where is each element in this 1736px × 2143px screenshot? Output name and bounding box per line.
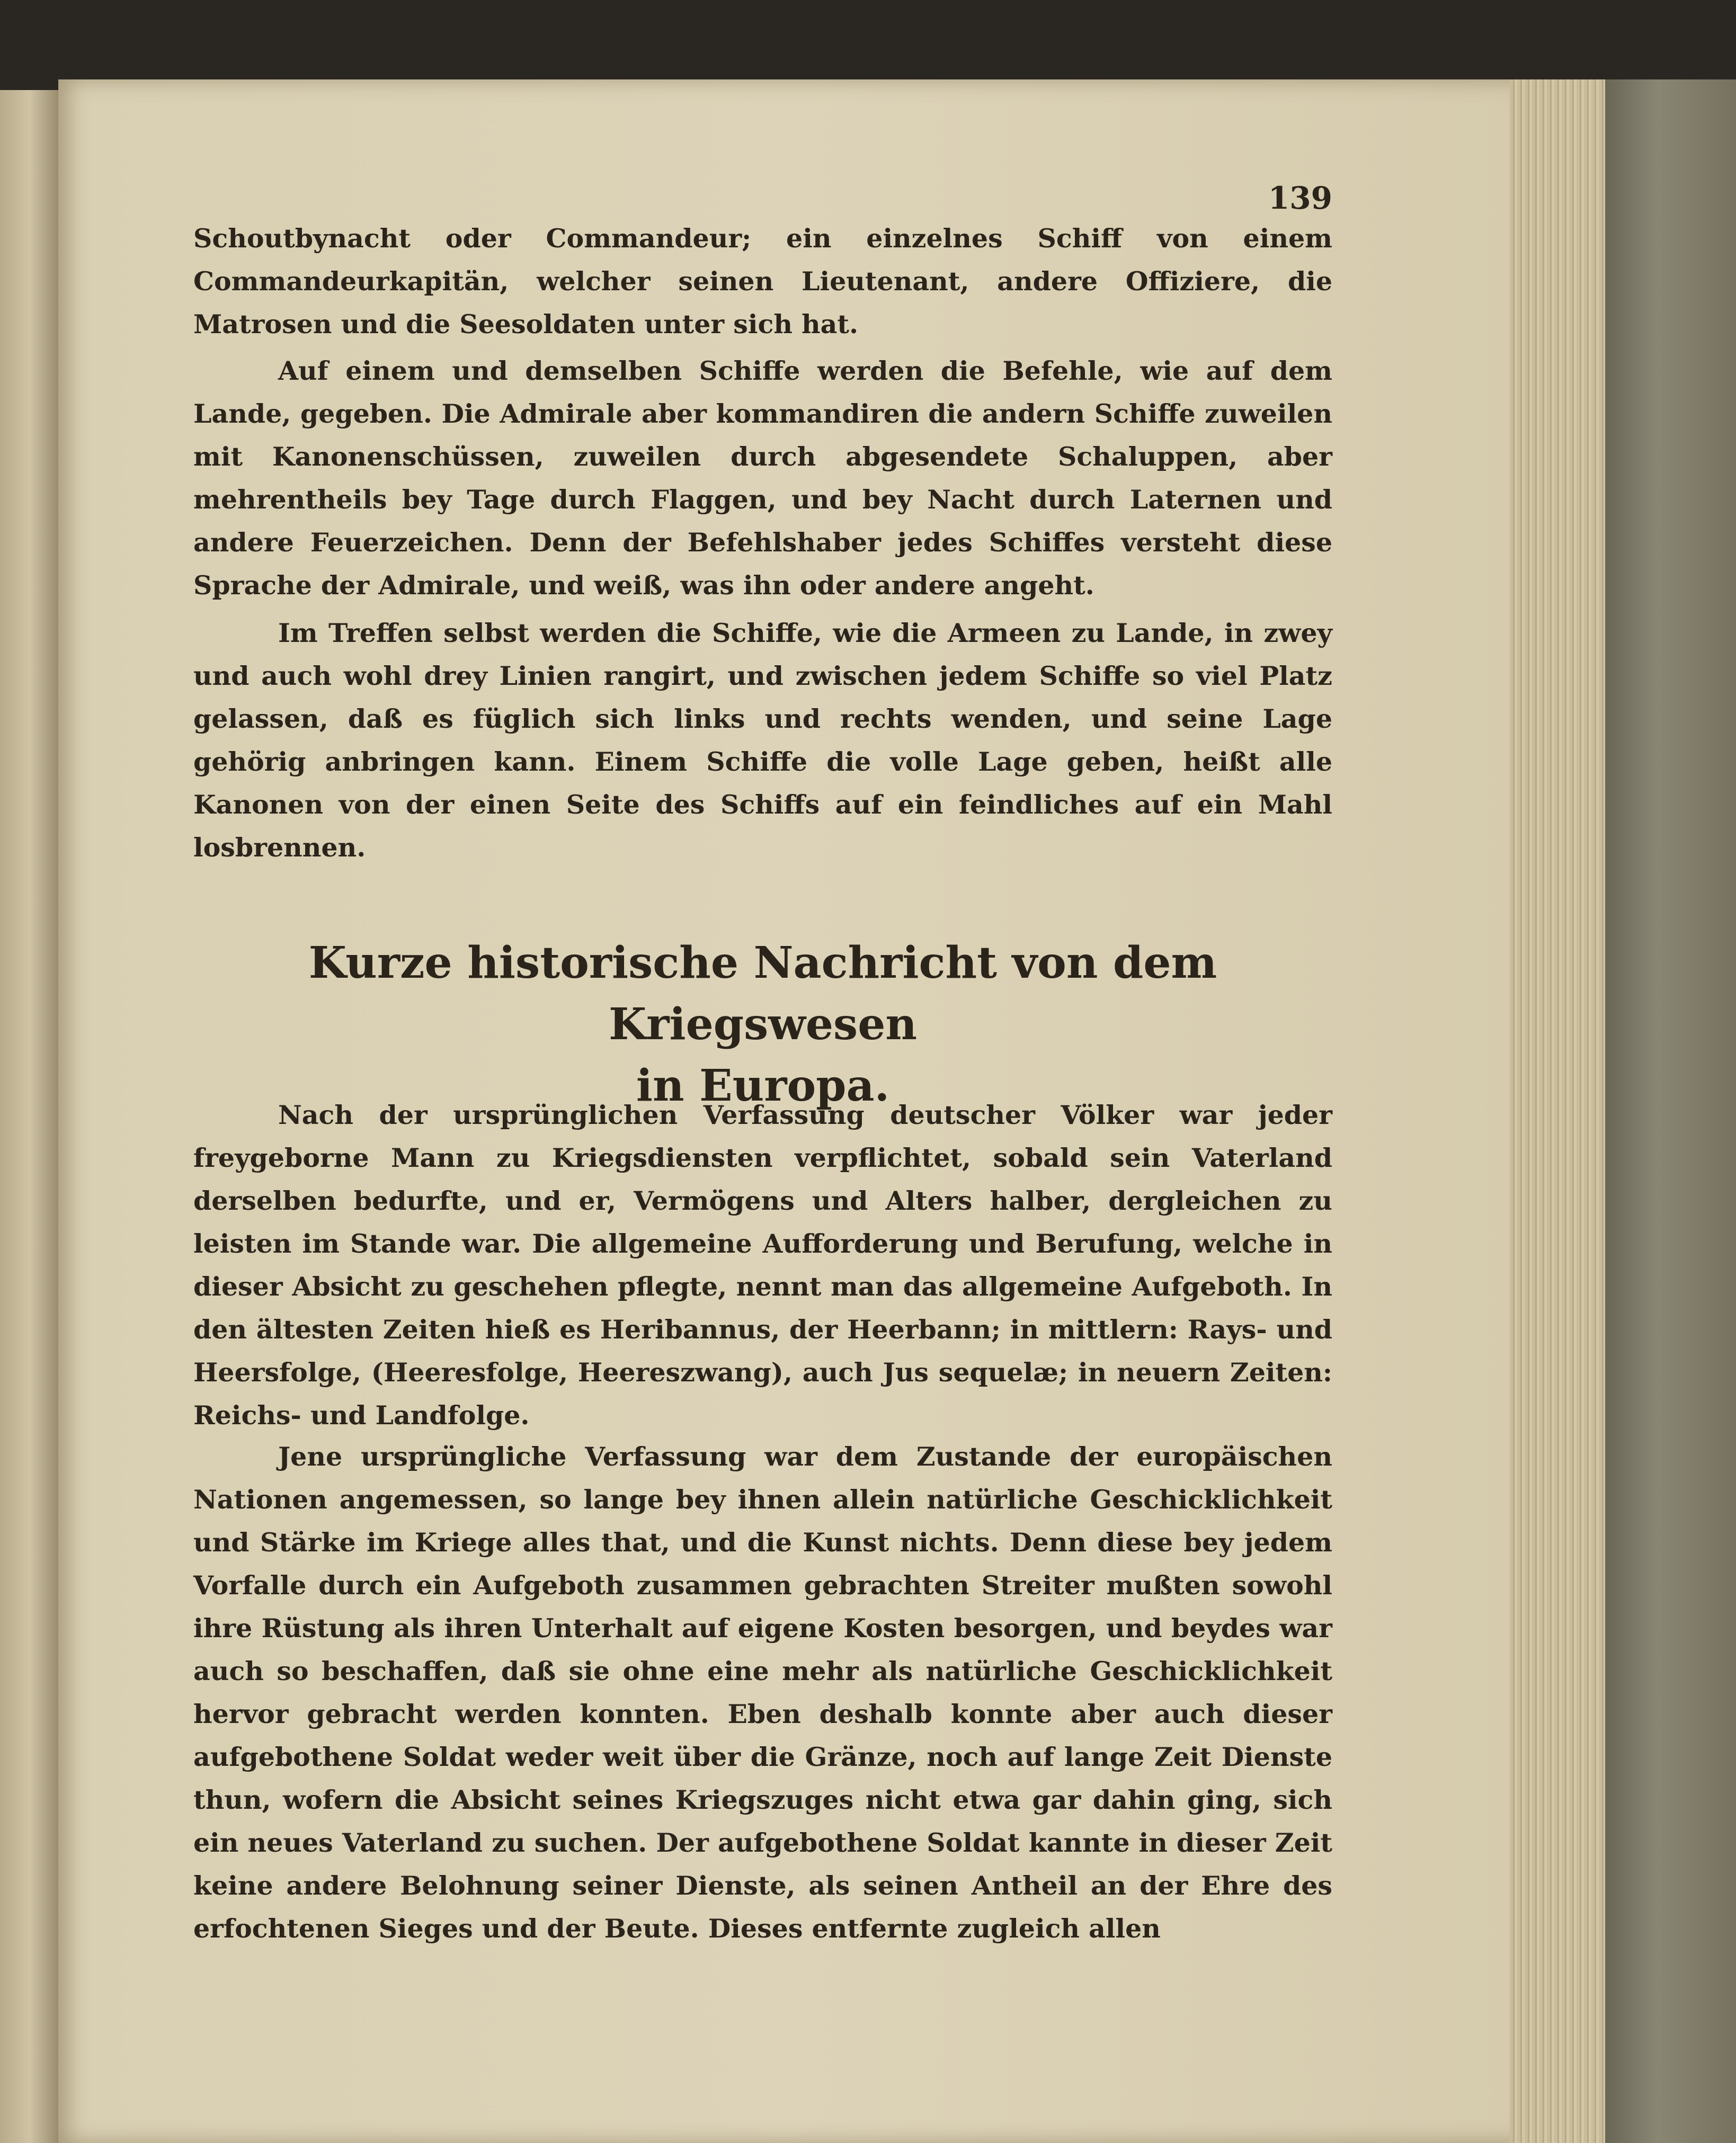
paragraph-4: Nach der ursprünglichen Verfassung deutscher Völker war jeder freygeborne Mann zu Kriegsdiensten verpflichtet, sobald sein Vaterland derselben bedurfte, und er, Vermögens und Alters halber, dergleichen zu leisten im Stande war. Die allgemeine Aufforderung und Berufung, welche in dieser Absicht zu geschehen pflegte, nennt man das allgemeine Aufgeboth. In den ältesten Zeiten hieß es Heribannus, der Heerbann; in mittlern: Rays- und Heersfolge, (Heeresfolge, Heereszwang), auch Jus sequelæ; in neuern Zeiten: Reichs- und Landfolge. [193, 1100, 1332, 1431]
page-edges [1510, 79, 1616, 2143]
paragraph-3: Im Treffen selbst werden die Schiffe, wie die Armeen zu Lande, in zwey und auch wohl drey Linien rangirt, und zwischen jedem Schiffe so viel Platz gelassen, daß es füglich sich links und rechts wenden, und seine Lage gehörig anbringen kann. Einem Schiffe die volle Lage geben, heißt alle Kanonen von der einen Seite des Schiffs auf ein feindliches auf ein Mahl losbrennen. [193, 618, 1332, 863]
page-number: 139 [1268, 180, 1332, 216]
section-heading [193, 932, 1332, 1117]
left-cover-edge [0, 90, 66, 2143]
paragraph-1: Schoutbynacht oder Commandeur; ein einzelnes Schiff von einem Commandeurkapitän, welcher seinen Lieutenant, andere Offiziere, die Matrosen und die Seesoldaten unter sich hat. [193, 223, 1332, 340]
page-content [193, 180, 1332, 2060]
section-heading-line-2: in Europa. [636, 1060, 890, 1111]
section-heading-line-1: Kurze historische Nachricht von dem Kriegswesen [308, 937, 1217, 1050]
right-cover-edge [1605, 79, 1736, 2143]
paragraph-2: Auf einem und demselben Schiffe werden die Befehle, wie auf dem Lande, gegeben. Die Admirale aber kommandiren die andern Schiffe zuweilen mit Kanonenschüssen, zuweilen durch abgesendete Schaluppen, aber mehrentheils bey Tage durch Flaggen, und bey Nacht durch Laternen und andere Feuerzeichen. Denn der Befehlshaber jedes Schiffes versteht diese Sprache der Admirale, und weiß, was ihn oder andere angeht. [193, 355, 1332, 601]
paragraph-5: Jene ursprüngliche Verfassung war dem Zustande der europäischen Nationen angemessen, so lange bey ihnen allein natürliche Geschicklichkeit und Stärke im Kriege alles that, und die Kunst nichts. Denn diese bey jedem Vorfalle durch ein Aufgeboth zusammen gebrachten Streiter mußten sowohl ihre Rüstung als ihren Unterhalt auf eigene Kosten besorgen, und beydes war auch so beschaffen, daß sie ohne eine mehr als natürliche Geschicklichkeit hervor gebracht werden konnten. Eben deshalb konnte aber auch dieser aufgebothene Soldat weder weit über die Gränze, noch auf lange Zeit Dienste thun, wofern die Absicht seines Kriegszuges nicht etwa gar dahin ging, sich ein neues Vaterland zu suchen. Der aufgebothene Soldat kannte in dieser Zeit keine andere Belohnung seiner Dienste, als seinen Antheil an der Ehre des erfochtenen Sieges und der Beute. Dieses entfernte zugleich allen [193, 1441, 1332, 1944]
